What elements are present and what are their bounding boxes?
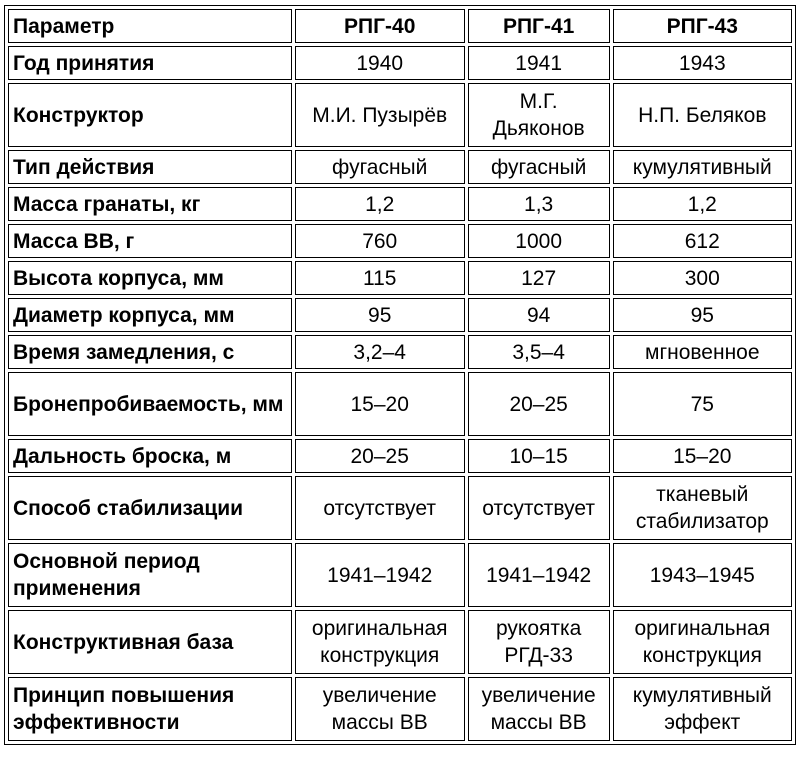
cell-value: 75 (613, 372, 792, 436)
cell-value: Н.П. Беляков (613, 83, 792, 147)
cell-value: мгновенное (613, 335, 792, 369)
cell-value: кумулятивный эффект (613, 677, 792, 741)
cell-value: тканевый стабилизатор (613, 476, 792, 540)
row-label: Основной период применения (8, 543, 292, 607)
cell-value: 127 (468, 261, 610, 295)
table-row (8, 476, 792, 540)
column-header-parameter: Параметр (8, 9, 292, 43)
table-row (8, 298, 792, 332)
cell-value: 10–15 (468, 439, 610, 473)
row-label: Принцип повышения эффективности (8, 677, 292, 741)
cell-value: М.Г. Дьяконов (468, 83, 610, 147)
cell-value: 1943 (613, 46, 792, 80)
table-row (8, 261, 792, 295)
cell-value: 612 (613, 224, 792, 258)
row-label: Диаметр корпуса, мм (8, 298, 292, 332)
cell-value: рукоятка РГД-33 (468, 610, 610, 674)
cell-value: 1,2 (613, 187, 792, 221)
cell-value: 20–25 (468, 372, 610, 436)
cell-value: 95 (295, 298, 465, 332)
column-header-rpg43: РПГ-43 (613, 9, 792, 43)
row-label: Способ стабилизации (8, 476, 292, 540)
grenade-comparison-table (4, 5, 796, 745)
cell-value: 20–25 (295, 439, 465, 473)
cell-value: 760 (295, 224, 465, 258)
cell-value: увеличение массы ВВ (295, 677, 465, 741)
cell-value: 15–20 (613, 439, 792, 473)
cell-value: 3,5–4 (468, 335, 610, 369)
table-row (8, 677, 792, 741)
cell-value: отсутствует (468, 476, 610, 540)
table-row (8, 372, 792, 436)
cell-value: 15–20 (295, 372, 465, 436)
cell-value: 1941–1942 (295, 543, 465, 607)
cell-value: фугасный (295, 150, 465, 184)
cell-value: 300 (613, 261, 792, 295)
row-label: Конструктор (8, 83, 292, 147)
cell-value: фугасный (468, 150, 610, 184)
cell-value: 95 (613, 298, 792, 332)
cell-value: 1000 (468, 224, 610, 258)
row-label: Конструктивная база (8, 610, 292, 674)
table-row (8, 187, 792, 221)
column-header-rpg41: РПГ-41 (468, 9, 610, 43)
cell-value: 94 (468, 298, 610, 332)
cell-value: М.И. Пузырёв (295, 83, 465, 147)
table-row (8, 335, 792, 369)
table-row (8, 46, 792, 80)
table-row (8, 150, 792, 184)
cell-value: оригинальная конструкция (295, 610, 465, 674)
table-row (8, 543, 792, 607)
cell-value: увеличение массы ВВ (468, 677, 610, 741)
table-row (8, 610, 792, 674)
row-label: Тип действия (8, 150, 292, 184)
column-header-rpg40: РПГ-40 (295, 9, 465, 43)
row-label: Масса гранаты, кг (8, 187, 292, 221)
cell-value: 3,2–4 (295, 335, 465, 369)
cell-value: 1943–1945 (613, 543, 792, 607)
cell-value: 1,3 (468, 187, 610, 221)
row-label: Время замедления, с (8, 335, 292, 369)
row-label: Год принятия (8, 46, 292, 80)
row-label: Дальность броска, м (8, 439, 292, 473)
cell-value: 1940 (295, 46, 465, 80)
table-row (8, 224, 792, 258)
cell-value: 115 (295, 261, 465, 295)
row-label: Бронепробиваемость, мм (8, 372, 292, 436)
cell-value: отсутствует (295, 476, 465, 540)
row-label: Высота корпуса, мм (8, 261, 292, 295)
cell-value: 1,2 (295, 187, 465, 221)
cell-value: оригинальная конструкция (613, 610, 792, 674)
header-row (8, 9, 792, 43)
cell-value: 1941–1942 (468, 543, 610, 607)
table-row (8, 439, 792, 473)
row-label: Масса ВВ, г (8, 224, 292, 258)
cell-value: кумулятивный (613, 150, 792, 184)
cell-value: 1941 (468, 46, 610, 80)
table-row (8, 83, 792, 147)
